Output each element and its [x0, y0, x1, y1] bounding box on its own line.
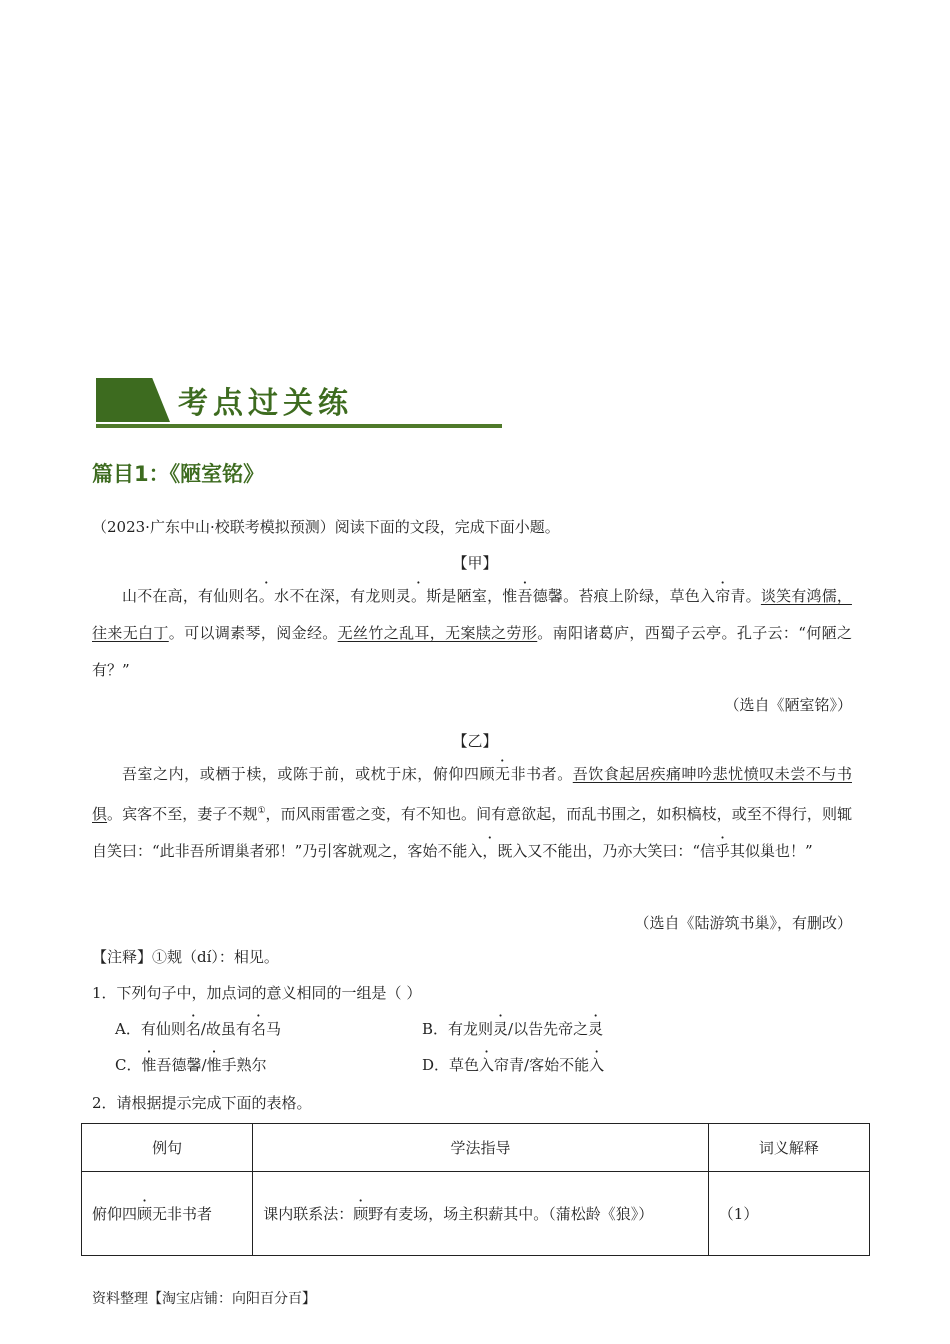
dotted-word: 入 [467, 842, 483, 860]
table-header: 学法指导 [253, 1124, 709, 1172]
yi-source: （选自《陆游筑书巢》，有删改） [634, 914, 852, 932]
option-b[interactable]: B．有龙则灵/以告先帝之灵 [422, 1020, 604, 1038]
table-row [82, 1172, 870, 1256]
option-c[interactable]: C．惟吾德馨/惟手熟尔 [115, 1056, 267, 1074]
banner-underline [96, 424, 502, 428]
answer-table [81, 1123, 870, 1256]
yi-passage: 吾室之内，或栖于椟，或陈于前，或枕于床，俯仰四顾无非书者。吾饮食起居疾痛呻吟悲忧愤叹未尝不与书俱。宾客不至，妻子不觌①，而风雨雷雹之变，有不知也。间有意欲起，而乱书围之，如积槁枝，或至不得行，则辄自笑曰：“此非吾所谓巢者邪！”乃引客就观之，客始不能入，既入又不能出，乃亦大笑曰：“信乎其似巢也！” [92, 765, 852, 860]
question-1-stem: 1．下列句子中，加点词的意义相同的一组是（ ） [92, 984, 422, 1002]
dotted-word: 灵 [395, 587, 412, 605]
guide-cell: 课内联系法：顾野有麦场，场主积薪其中。（蒲松龄《狼》） [253, 1172, 709, 1256]
intro-text: （2023·广东中山·校联考模拟预测）阅读下面的文段，完成下面小题。 [92, 518, 560, 536]
banner-title: 考点过关练 [178, 386, 353, 421]
table-header-row [82, 1124, 870, 1172]
underlined-sentence: 无丝竹之乱耳，无案牍之劳形 [337, 624, 538, 642]
dotted-word: 惟 [502, 587, 518, 605]
table-header: 词义解释 [708, 1124, 869, 1172]
option-a[interactable]: A．有仙则名/故虽有名马 [115, 1020, 281, 1038]
section-title: 篇目1：《陋室铭》 [92, 462, 265, 486]
jia-passage: 山不在高，有仙则名。水不在深，有龙则灵。斯是陋室，惟吾德馨。苔痕上阶绿，草色入帘青。谈笑有鸿儒，往来无白丁。可以调素琴，阅金经。无丝竹之乱耳，无案牍之劳形。南阳诸葛庐，西蜀子云亭。孔子云：“何陋之有？” [92, 587, 852, 679]
dotted-word: 名 [243, 587, 259, 605]
jia-label: 【甲】 [452, 554, 498, 572]
annotation: 【注释】①觌（dí）：相见。 [92, 948, 279, 966]
answer-cell[interactable]: （1） [708, 1172, 869, 1256]
question-2-stem: 2．请根据提示完成下面的表格。 [92, 1094, 312, 1112]
yi-label: 【乙】 [452, 732, 498, 750]
dotted-word: 入 [700, 587, 716, 605]
dotted-word: 顾 [479, 765, 496, 783]
example-cell: 俯仰四顾无非书者 [82, 1172, 253, 1256]
footer-text: 资料整理【淘宝店铺：向阳百分百】 [92, 1291, 316, 1307]
jia-source: （选自《陋室铭》） [724, 696, 852, 714]
table-header: 例句 [82, 1124, 253, 1172]
underlined-sentence: 吾饮食起居疾痛呻吟悲忧愤叹未尝不与书俱 [92, 765, 852, 823]
dotted-word: 信 [700, 842, 716, 860]
option-d[interactable]: D．草色入帘青/客始不能入 [422, 1056, 605, 1074]
note-marker: ① [257, 806, 266, 816]
underlined-sentence: 谈笑有鸿儒，往来无白丁 [92, 587, 852, 642]
